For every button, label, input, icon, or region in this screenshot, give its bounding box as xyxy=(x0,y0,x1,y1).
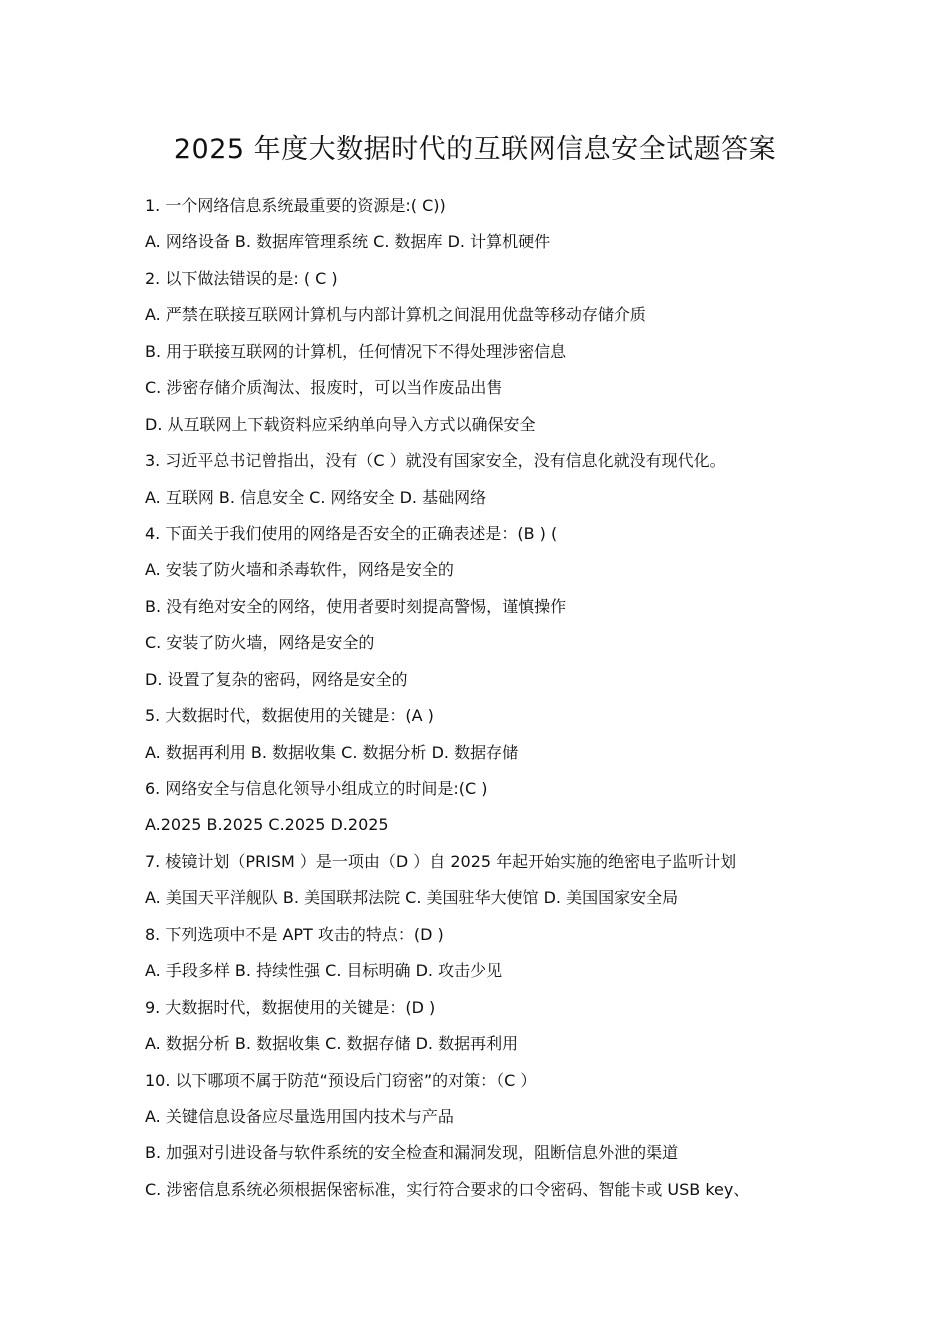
question-7-options: A. 美国天平洋舰队 B. 美国联邦法院 C. 美国驻华大使馆 D. 美国国家安全局 xyxy=(145,888,679,908)
question-10-option-a: A. 关键信息设备应尽量选用国内技术与产品 xyxy=(145,1106,454,1126)
question-10-option-b: B. 加强对引进设备与软件系统的安全检查和漏洞发现，阻断信息外泄的渠道 xyxy=(145,1143,679,1163)
question-5-options: A. 数据再利用 B. 数据收集 C. 数据分析 D. 数据存储 xyxy=(145,742,519,762)
question-2-option-d: D. 从互联网上下载资料应采纳单向导入方式以确保安全 xyxy=(145,414,536,434)
question-3: 3. 习近平总书记曾指出，没有（C ）就没有国家安全，没有信息化就没有现代化。 xyxy=(145,451,726,471)
question-4-option-b: B. 没有绝对安全的网络，使用者要时刻提高警惕，谨慎操作 xyxy=(145,596,567,616)
question-3-options: A. 互联网 B. 信息安全 C. 网络安全 D. 基础网络 xyxy=(145,487,487,507)
question-6-options: A.2025 B.2025 C.2025 D.2025 xyxy=(145,815,389,835)
question-7: 7. 棱镜计划（PRISM ）是一项由（D ）自 2025 年起开始实施的绝密电子监听计划 xyxy=(145,851,737,871)
question-4-option-a: A. 安装了防火墙和杀毒软件，网络是安全的 xyxy=(145,560,454,580)
question-9: 9. 大数据时代，数据使用的关键是：(D ) xyxy=(145,997,436,1017)
document-body xyxy=(145,188,845,1208)
question-4-option-c: C. 安装了防火墙，网络是安全的 xyxy=(145,633,375,653)
question-1-options: A. 网络设备 B. 数据库管理系统 C. 数据库 D. 计算机硬件 xyxy=(145,232,551,252)
question-6: 6. 网络安全与信息化领导小组成立的时间是:(C ) xyxy=(145,779,488,798)
question-2: 2. 以下做法错误的是: ( C ) xyxy=(145,268,338,288)
question-2-option-b: B. 用于联接互联网的计算机，任何情况下不得处理涉密信息 xyxy=(145,341,567,361)
question-10: 10. 以下哪项不属于防范“预设后门窃密”的对策：（C ） xyxy=(145,1070,537,1090)
question-2-option-a: A. 严禁在联接互联网计算机与内部计算机之间混用优盘等移动存储介质 xyxy=(145,305,646,325)
question-8: 8. 下列选项中不是 APT 攻击的特点：(D ) xyxy=(145,924,444,944)
question-4-option-d: D. 设置了复杂的密码，网络是安全的 xyxy=(145,669,408,689)
question-2-option-c: C. 涉密存储介质淘汰、报废时，可以当作废品出售 xyxy=(145,378,503,398)
question-5: 5. 大数据时代，数据使用的关键是：(A ) xyxy=(145,706,434,726)
question-1: 1. 一个网络信息系统最重要的资源是:( C)) xyxy=(145,196,446,215)
document-title: 2025 年度大数据时代的互联网信息安全试题答案 xyxy=(173,134,777,165)
question-10-option-c: C. 涉密信息系统必须根据保密标准，实行符合要求的口令密码、智能卡或 USB key、 xyxy=(145,1179,750,1199)
question-8-options: A. 手段多样 B. 持续性强 C. 目标明确 D. 攻击少见 xyxy=(145,961,503,981)
question-9-options: A. 数据分析 B. 数据收集 C. 数据存储 D. 数据再利用 xyxy=(145,1034,519,1054)
question-4: 4. 下面关于我们使用的网络是否安全的正确表述是：(B ) ( xyxy=(145,523,558,543)
